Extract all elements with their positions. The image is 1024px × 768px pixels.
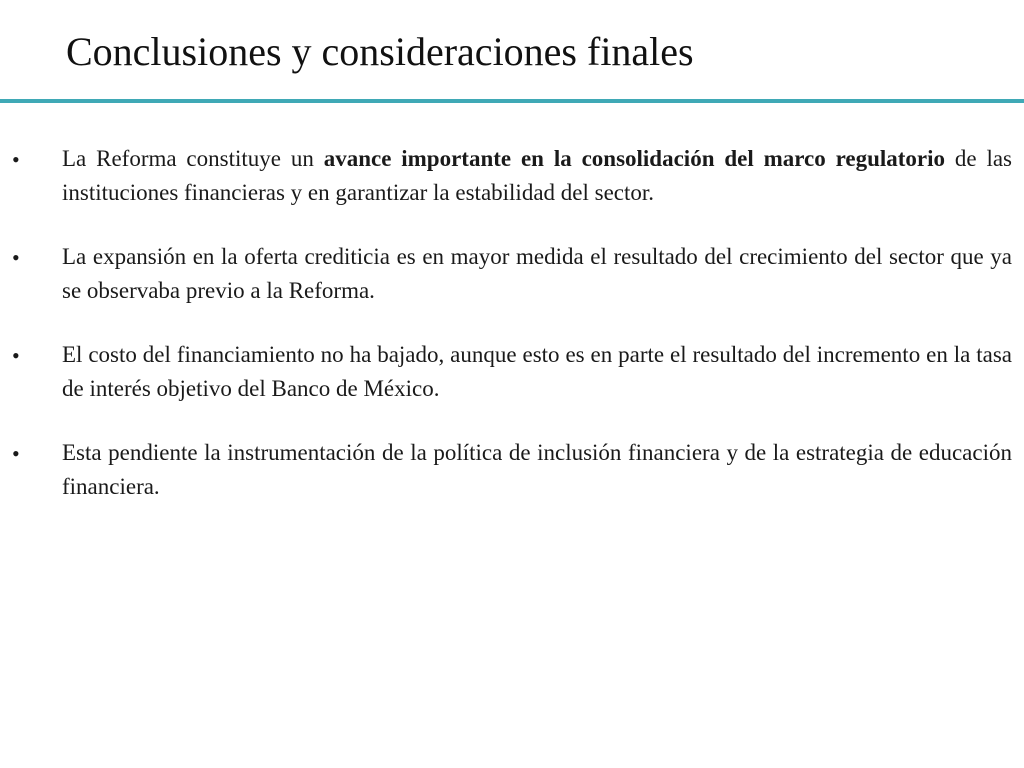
bullet-text-run: Esta pendiente la instrumentación de la política de inclusión financiera y de la estrategia de educación financiera. — [62, 440, 1012, 499]
bullet-text — [62, 436, 1012, 504]
bullet-text — [62, 142, 1012, 210]
bullet-item — [0, 338, 1024, 406]
bullet-text — [62, 240, 1012, 308]
bullet-text-bold-run: avance importante en la consolidación del marco regulatorio — [323, 146, 946, 171]
bullet-text-run: de las instituciones financieras y en garantizar la estabilidad del sector. — [62, 146, 1013, 205]
slide-title: Conclusiones y consideraciones finales — [66, 29, 694, 74]
bullet-marker: • — [12, 245, 20, 270]
bullet-marker: • — [12, 147, 20, 172]
bullet-marker: • — [12, 343, 20, 368]
bullet-text-run: El costo del financiamiento no ha bajado, aunque esto es en parte el resultado del incremento en la tasa de interés objetivo del Banco de México. — [62, 342, 1012, 401]
bullet-item — [0, 142, 1024, 210]
bullet-item — [0, 240, 1024, 308]
title-divider — [0, 99, 1024, 103]
bullet-marker: • — [12, 441, 20, 466]
bullet-text — [62, 338, 1012, 406]
bullet-item — [0, 436, 1024, 504]
bullet-text-run: La expansión en la oferta crediticia es en mayor medida el resultado del crecimiento del sector que ya se observaba previo a la Reforma. — [62, 244, 1012, 303]
bullet-list — [0, 142, 1024, 534]
bullet-text-run: La Reforma constituye un — [62, 146, 324, 171]
